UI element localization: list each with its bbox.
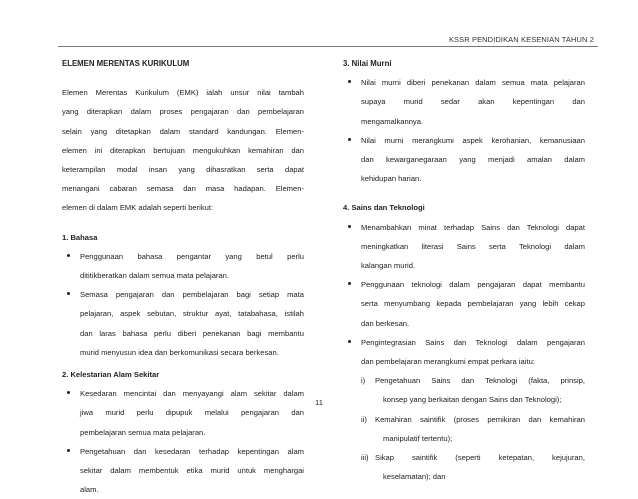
sains-teknologi-list: [343, 218, 585, 372]
list-item: [343, 131, 585, 189]
intro-paragraph: [62, 83, 304, 217]
list-item: [62, 442, 304, 499]
bullet-line: dan laras bahasa perlu diberi penekanan bagi membantu: [80, 328, 304, 338]
bullet-line: Nilai murni merangkumi aspek kerohanian, kemanusiaan: [361, 135, 585, 145]
bullet-line: supaya murid sedar akan kepentingan dan: [361, 97, 585, 107]
roman-numeral: i): [361, 376, 366, 386]
bullet-icon: [67, 449, 70, 452]
bullet-line: alam.: [80, 485, 99, 495]
bullet-line: Penggunaan bahasa pengantar yang betul perlu: [80, 251, 304, 261]
intro-line: Elemen Merentas Kurikulum (EMK) ialah unsur nilai tambah: [62, 88, 304, 98]
intro-line: selain yang ditetapkan dalam standard kandungan. Elemen-: [62, 126, 304, 136]
bullet-icon: [67, 292, 70, 295]
bullet-line: serta menyumbang kepada pembelajaran yang lebih cekap: [361, 299, 585, 309]
bullet-line: dan kewarganegaraan yang menjadi amalan dalam: [361, 155, 585, 165]
roman-item: [357, 410, 585, 448]
bullet-icon: [348, 138, 351, 141]
subsection-title-sains-teknologi: 4. Sains dan Teknologi: [343, 203, 425, 213]
bullet-line: pembelajaran semua mata pelajaran.: [80, 427, 206, 437]
bullet-icon: [348, 282, 351, 285]
bullet-icon: [67, 254, 70, 257]
running-header: KSSR PENDIDIKAN KESENIAN TAHUN 2: [448, 35, 594, 44]
roman-line: Kemahiran saintifik (proses pemikiran dan kemahiran: [375, 414, 585, 424]
bullet-icon: [348, 225, 351, 228]
roman-line: Pengetahuan Sains dan Teknologi (fakta, prinsip,: [375, 376, 585, 386]
roman-numeral: iii): [361, 453, 369, 463]
intro-line: keterampilan modal insan yang dihasratkan serta dapat: [62, 165, 304, 175]
intro-line: elemen di dalam EMK adalah seperti berikut:: [62, 203, 214, 213]
page-number: 11: [315, 398, 323, 407]
list-item: [343, 275, 585, 333]
roman-line: manipulatif tertentu);: [383, 433, 453, 443]
bullet-line: dititikberatkan dalam semua mata pelajaran.: [80, 271, 230, 281]
subsection-title-nilai-murni: 3. Nilai Murni: [343, 59, 392, 68]
intro-line: elemen ini diterapkan bertujuan mengukuhkan kemahiran dan: [62, 145, 304, 155]
bullet-line: Nilai murni diberi penekanan dalam semua mata pelajaran: [361, 78, 585, 88]
roman-line: keselamatan); dan: [383, 472, 446, 482]
bullet-line: Kesedaran mencintai dan menyayangi alam sekitar dalam: [80, 389, 304, 399]
bullet-icon: [67, 391, 70, 394]
list-item: [62, 285, 304, 362]
roman-list: [357, 371, 585, 486]
left-column: [62, 54, 304, 499]
roman-line: Sikap saintifik (seperti ketepatan, kejujuran,: [375, 453, 585, 463]
intro-line: menangani cabaran semasa dan masa hadapan. Elemen-: [62, 184, 304, 194]
bullet-line: Semasa pengajaran dan pembelajaran bagi setiap mata: [80, 290, 304, 300]
bullet-line: Pengintegrasian Sains dan Teknologi dalam pengajaran: [361, 337, 585, 347]
bullet-line: mengamalkannya.: [361, 116, 424, 126]
list-item: [62, 247, 304, 285]
subsection-title-bahasa: 1. Bahasa: [62, 232, 98, 242]
right-column: [343, 54, 585, 486]
bullet-line: kehidupan harian.: [361, 174, 422, 184]
bullet-line: Penggunaan teknologi dalam pengajaran dapat membantu: [361, 280, 585, 290]
bullet-line: Menambahkan minat terhadap Sains dan Teknologi dapat: [361, 222, 585, 232]
nilai-murni-list: [343, 73, 585, 188]
bullet-line: dan berkesan.: [361, 318, 410, 328]
bahasa-list: [62, 247, 304, 362]
bullet-line: dan pembelajaran merangkumi empat perkara iaitu:: [361, 357, 535, 367]
intro-line: yang diterapkan dalam proses pengajaran dan pembelajaran: [62, 107, 304, 117]
list-item: [343, 218, 585, 276]
list-item: [343, 333, 585, 371]
bullet-line: sekitar dalam membentuk etika murid untuk menghargai: [80, 466, 304, 476]
bullet-line: jiwa murid perlu dipupuk melalui pengajaran dan: [80, 408, 304, 418]
bullet-line: kalangan murid.: [361, 261, 416, 271]
bullet-icon: [348, 340, 351, 343]
roman-line: konsep yang berkaitan dengan Sains dan Teknologi);: [383, 395, 562, 405]
header-rule: [58, 46, 598, 47]
list-item: [343, 73, 585, 131]
roman-item: [357, 448, 585, 486]
bullet-line: meningkatkan literasi Sains serta Teknologi dalam: [361, 241, 585, 251]
bullet-line: Pengetahuan dan kesedaran terhadap kepentingan alam: [80, 446, 304, 456]
subsection-title-kelestarian: 2. Kelestarian Alam Sekitar: [62, 370, 160, 380]
bullet-line: murid menyusun idea dan berkomunikasi secara berkesan.: [80, 347, 279, 357]
roman-numeral: ii): [361, 414, 367, 424]
section-title-emk: ELEMEN MERENTAS KURIKULUM: [62, 59, 190, 68]
bullet-icon: [348, 80, 351, 83]
bullet-line: pelajaran, aspek sebutan, struktur ayat, tatabahasa, istilah: [80, 309, 304, 319]
list-item: [62, 384, 304, 442]
